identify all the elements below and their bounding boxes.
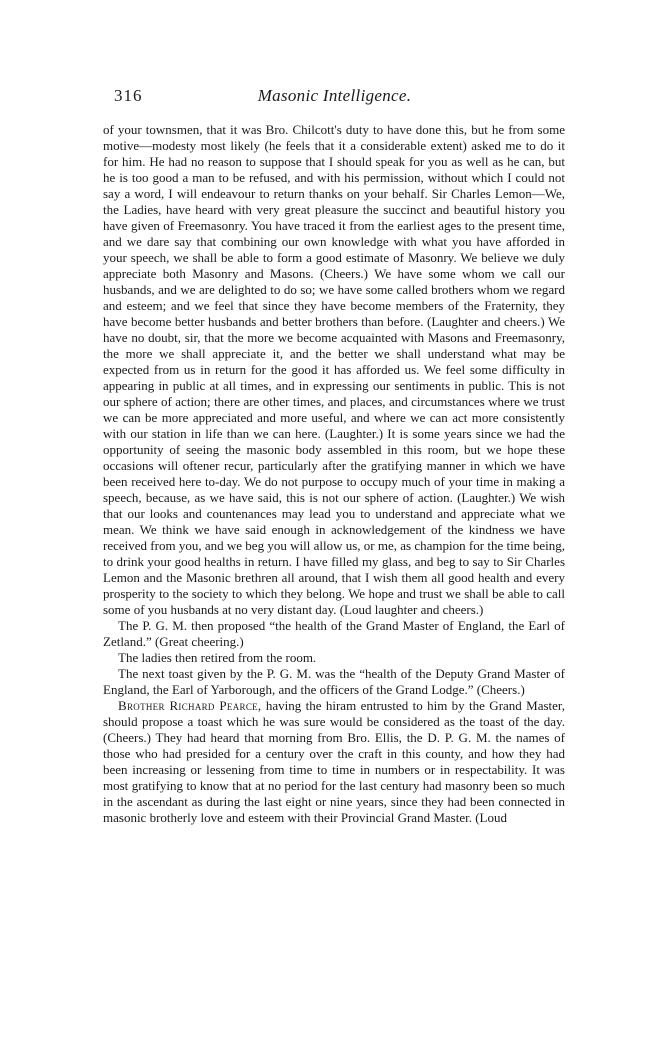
page-number: 316 [114, 86, 143, 105]
speaker-name: Brother Richard Pearce, [118, 698, 262, 713]
paragraph-text: having the hiram entrusted to him by the Grand Master, should propose a toast which he was sure would be considered as the toast of the day. (Cheers.) They had heard that morning from Bro. Ellis, the D. P. G. M. the names of those who had presided for a century over the craft in this county, and how they had been increasing or lessening from time to time in numbers or in respectability. It was most gratifying to know that at no period for the last century had masonry been so much in the ascendant as during the last eight or nine years, since they had been connected in masonic brotherly love and esteem with their Provincial Grand Master. (Loud [103, 698, 565, 825]
paragraph: The next toast given by the P. G. M. was the “health of the Deputy Grand Master of England, the Earl of Yarborough, and the officers of the Grand Lodge.” (Cheers.) [103, 666, 565, 697]
paragraph: of your townsmen, that it was Bro. Chilcott's duty to have done this, but he from some motive—modesty most likely (he feels that it a considerable extent) asked me to do it for him. He had no reason to suppose that I should speak for you as well as he can, but he is too good a man to be refused, and with his permission, without which I could not say a word, I will endeavour to return thanks on your behalf. Sir Charles Lemon—We, the Ladies, have heard with very great pleasure the succinct and beautiful history you have given of Freemasonry. You have traced it from the earliest ages to the present time, and we dare say that combining our own knowledge with what you have afforded in your speech, we shall be able to form a good estimate of Masonry. We believe we duly appreciate both Masonry and Masons. (Cheers.) We have some whom we call our husbands, and we are delighted to do so; we have some called brothers whom we regard and esteem; and we feel that since they have become members of the Fraternity, they have become better husbands and better brothers than before. (Laughter and cheers.) We have no doubt, sir, that the more we become acquainted with Masons and Freemasonry, the more we shall appreciate it, and the better we shall understand what may be expected from us in return for the good it has afforded us. We feel some difficulty in appearing in public at all times, and in expressing our sentiments in public. This is not our sphere of action; there are other times, and places, and circumstances where we trust we can be more appreciated and more useful, and where we can act more consistently with our station in life than we can here. (Laughter.) It is some years since we had the opportunity of seeing the masonic body assembled in this room, but we hope these occasions will oftener recur, particularly after the gratifying manner in which we have been received here to-day. We do not purpose to occupy much of your time in making a speech, because, as we have said, this is not our sphere of action. (Laughter.) We wish that our looks and countenances may lead you to understand and appreciate what we mean. We think we have said enough in acknowledgement of the kindness we have received from you, and we beg you will allow us, or me, as champion for the time being, to drink your good healths in return. I have filled my glass, and beg to say to Sir Charles Lemon and the Masonic brethren all around, that I wish them all good health and every prosperity to the society to which they belong. We hope and trust we shall be able to call some of you husbands at no very distant day. (Loud laughter and cheers.) [103, 122, 565, 617]
paragraph: The ladies then retired from the room. [118, 650, 317, 665]
running-title: Masonic Intelligence. [257, 86, 412, 105]
paragraph: The P. G. M. then proposed “the health of the Grand Master of England, the Earl of Zetland.” (Great cheering.) [103, 618, 565, 649]
page-header [114, 86, 555, 110]
body-text [103, 122, 565, 826]
paragraph [103, 698, 565, 826]
